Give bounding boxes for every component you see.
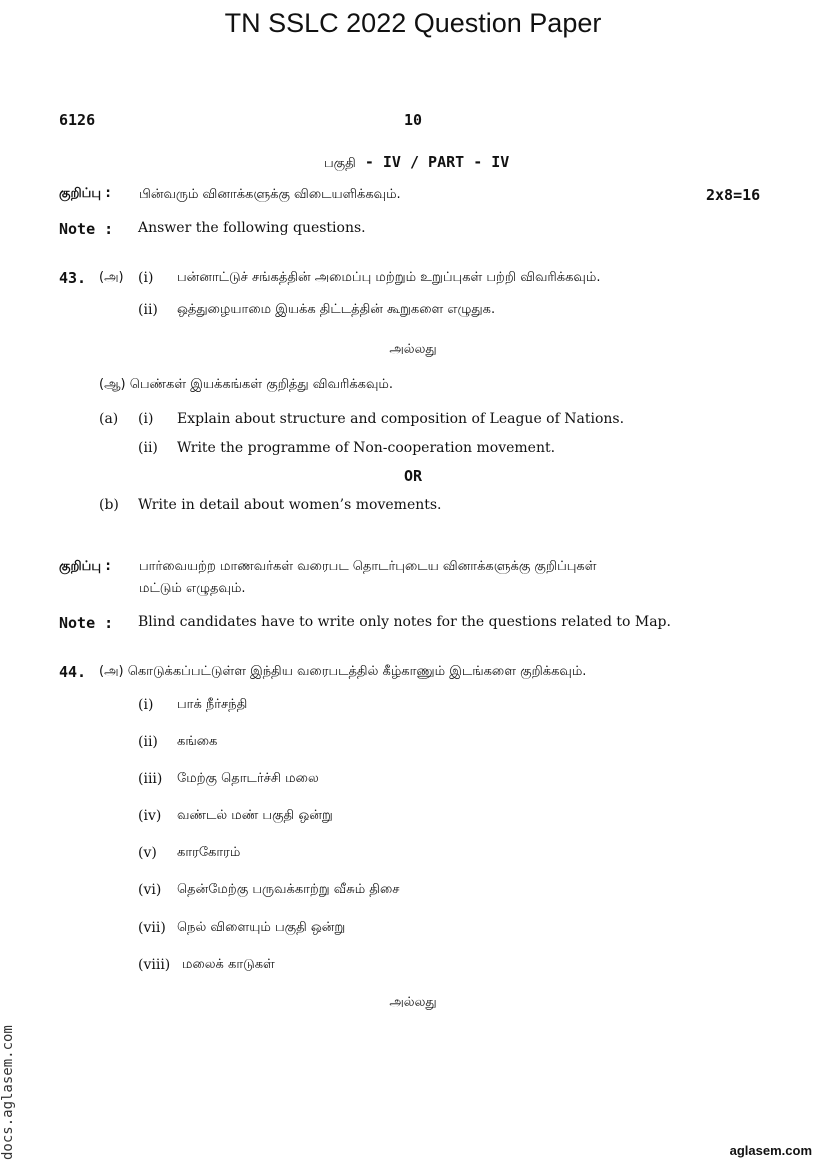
part-label: (b): [99, 497, 119, 513]
or-divider-en: OR: [403, 467, 423, 485]
map-item: கங்கை: [177, 734, 218, 749]
map-item: மேற்கு தொடர்ச்சி மலை: [177, 771, 319, 786]
question-item-ta: ஒத்துழையாமை இயக்க திட்டத்தின் கூறுகளை எழுதுக.: [177, 302, 496, 317]
section-heading: [324, 152, 509, 172]
question-item-ta: பன்னாட்டுச் சங்கத்தின் அமைப்பு மற்றும் உறுப்புகள் பற்றி விவரிக்கவும்.: [177, 270, 601, 285]
note-label-ta: குறிப்பு :: [59, 186, 111, 201]
map-item: பாக் நீர்சந்தி: [177, 697, 248, 712]
item-number: (vii): [138, 920, 166, 936]
question-part-b-ta: (ஆ) பெண்கள் இயக்கங்கள் குறித்து விவரிக்கவும்.: [99, 377, 394, 392]
note-text-ta: பின்வரும் வினாக்களுக்கு விடையளிக்கவும்.: [139, 187, 401, 202]
map-item: தென்மேற்கு பருவக்காற்று வீசும் திசை: [177, 882, 400, 897]
or-divider-ta: அல்லது: [389, 995, 437, 1010]
item-number: (iii): [138, 771, 163, 787]
marks-label: 2x8=16: [706, 186, 761, 204]
section-heading-en: - IV / PART - IV: [355, 153, 510, 171]
map-item: காரகோரம்: [177, 845, 241, 860]
page-title: TN SSLC 2022 Question Paper: [224, 8, 602, 38]
note-text-ta: பார்வையற்ற மாணவர்கள் வரைபட தொடர்புடைய வினாக்களுக்கு குறிப்புகள்: [139, 559, 597, 574]
or-divider-ta: அல்லது: [389, 342, 437, 357]
paper-code: 6126: [59, 111, 96, 129]
item-number: (ii): [138, 302, 158, 318]
part-label: (a): [99, 411, 119, 427]
note-text-en: Answer the following questions.: [138, 220, 366, 236]
footer-brand: aglasem.com: [729, 1143, 812, 1158]
note-label-ta: குறிப்பு :: [59, 559, 111, 574]
section-heading-ta: பகுதி: [324, 156, 356, 171]
item-number: (ii): [138, 734, 158, 750]
item-number: (i): [138, 270, 154, 286]
map-item: மலைக் காடுகள்: [182, 957, 275, 972]
item-number: (ii): [138, 440, 158, 456]
question-item-en: Write the programme of Non-cooperation movement.: [177, 440, 556, 456]
note-label-en: Note :: [59, 220, 114, 238]
note-label-en: Note :: [59, 614, 114, 632]
watermark-text: docs.aglasem.com: [0, 1025, 16, 1160]
item-number: (vi): [138, 882, 162, 898]
page-number: 10: [404, 111, 423, 129]
item-number: (iv): [138, 808, 162, 824]
question-part-a-ta: (அ) கொடுக்கப்பட்டுள்ள இந்திய வரைபடத்தில் கீழ்காணும் இடங்களை குறிக்கவும்.: [99, 664, 587, 679]
map-item: நெல் விளையும் பகுதி ஒன்று: [177, 920, 346, 935]
item-number: (i): [138, 411, 154, 427]
item-number: (i): [138, 697, 154, 713]
question-number: 43.: [59, 269, 87, 287]
part-label: (அ): [99, 270, 124, 285]
note-text-ta: மட்டும் எழுதவும்.: [139, 581, 246, 596]
item-number: (viii): [138, 957, 171, 973]
question-item-en: Explain about structure and composition of League of Nations.: [177, 411, 625, 427]
question-part-b-en: Write in detail about women’s movements.: [138, 497, 442, 513]
question-number: 44.: [59, 663, 87, 681]
item-number: (v): [138, 845, 157, 861]
map-item: வண்டல் மண் பகுதி ஒன்று: [177, 808, 333, 823]
note-text-en: Blind candidates have to write only notes for the questions related to Map.: [138, 614, 671, 630]
